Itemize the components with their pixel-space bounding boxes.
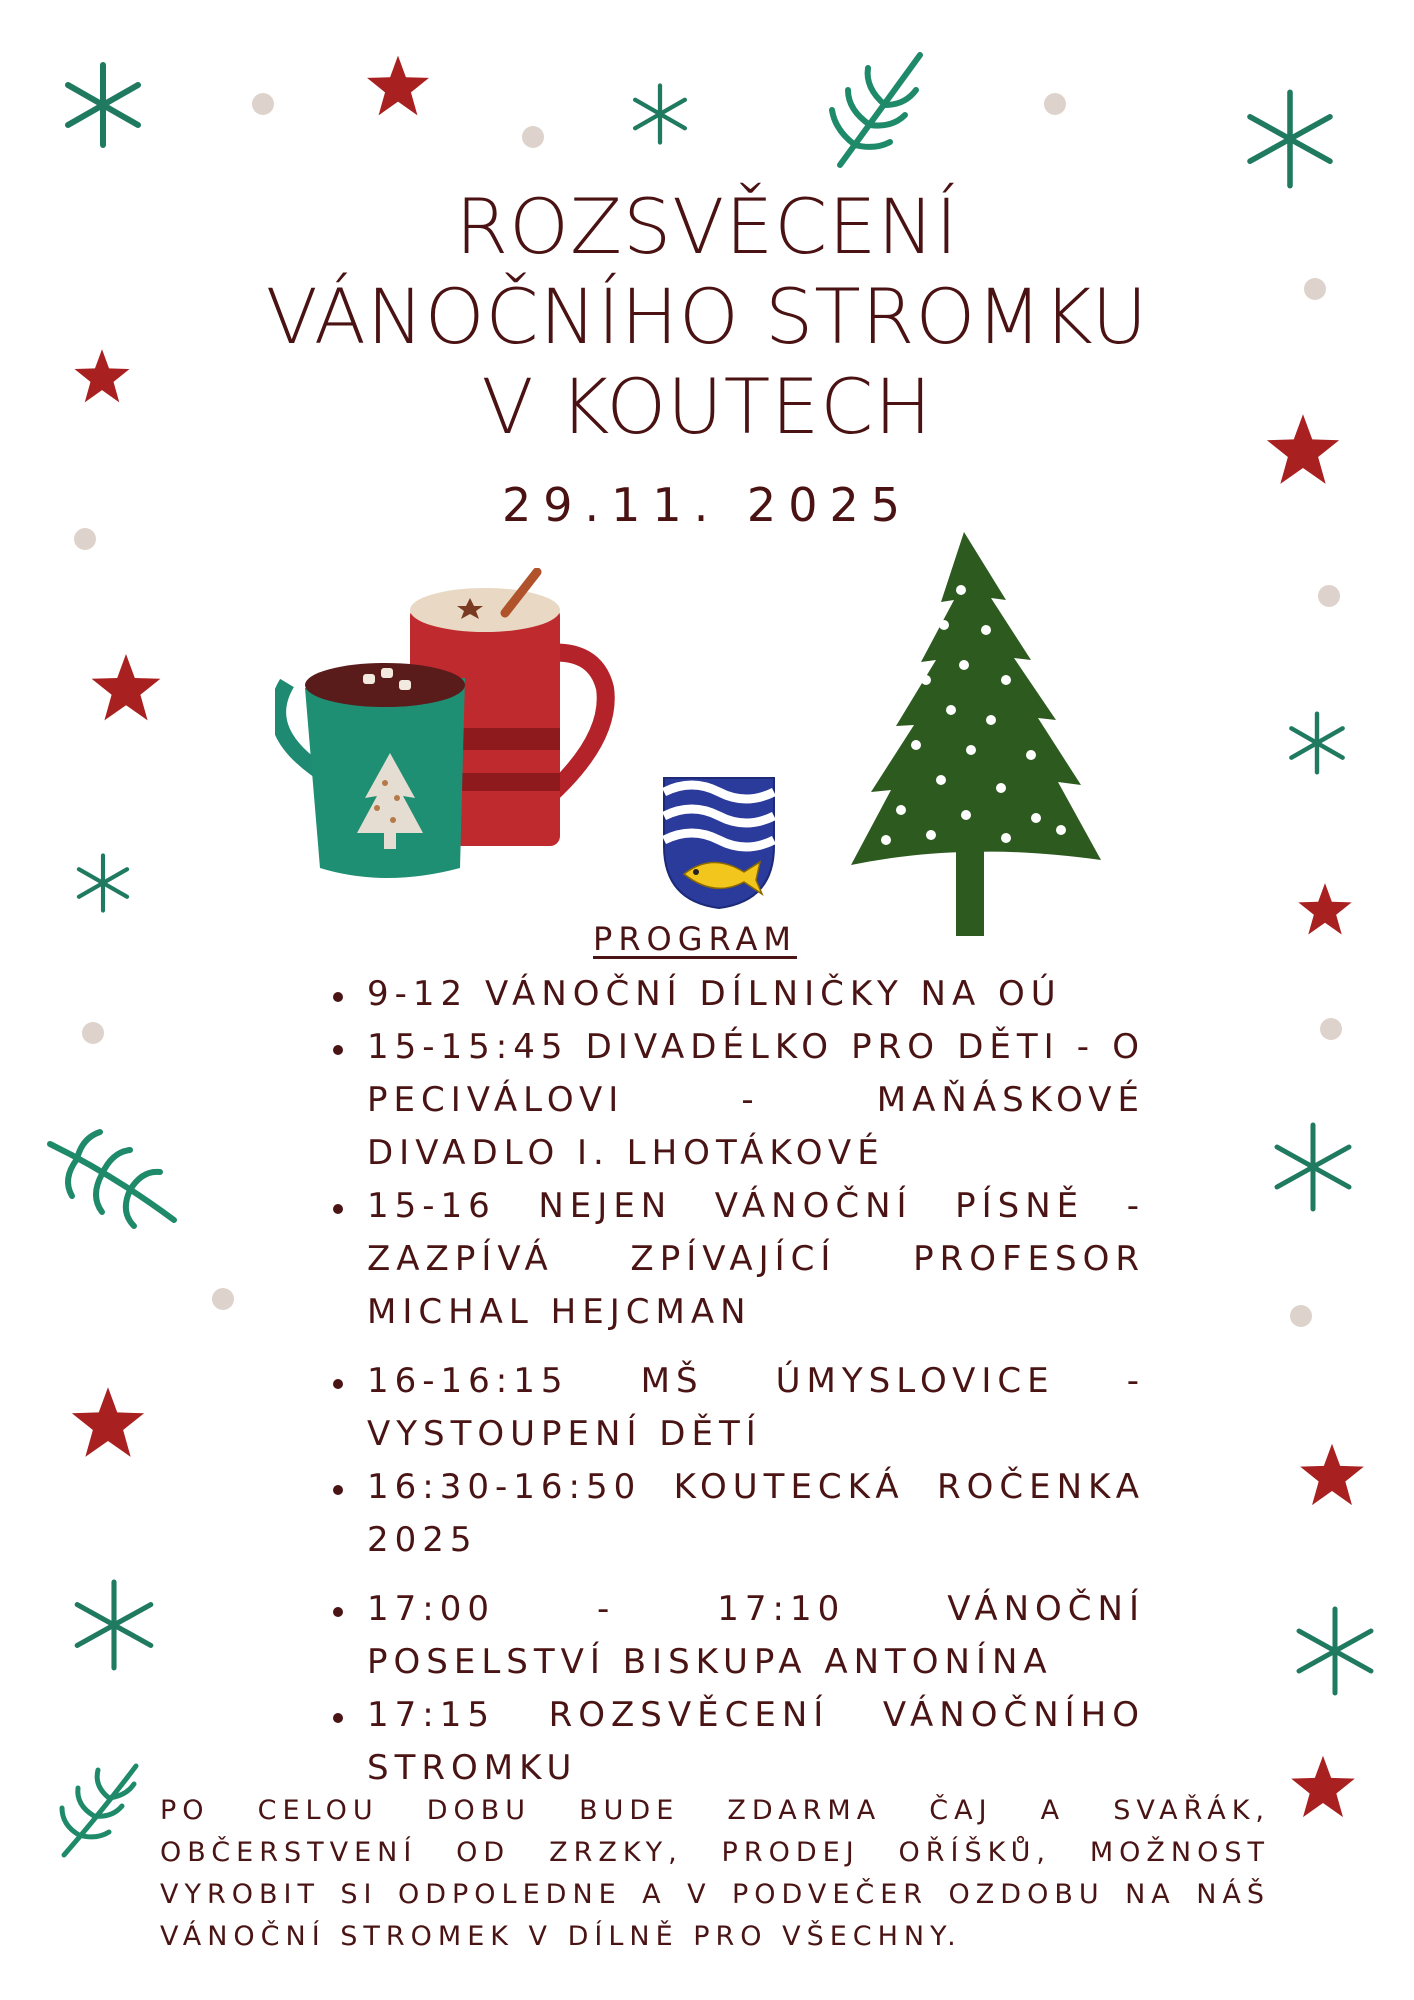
snowflake-icon [58,60,148,150]
snowflake-icon [1240,84,1340,194]
event-date: 29.11. 2025 [502,478,912,532]
dot-decoration [82,1022,104,1044]
snowflake-icon [1268,1112,1358,1222]
dot-decoration [1320,1018,1342,1040]
program-item: 9-12 VÁNOČNÍ DÍLNIČKY NA OÚ [325,968,1145,1021]
dot-decoration [522,126,544,148]
star-icon [84,650,168,730]
snowflake-icon [628,82,692,146]
program-item: 15-16 NEJEN VÁNOČNÍ PÍSNĚ - ZAZPÍVÁ ZPÍVAJÍCÍ PROFESOR MICHAL HEJCMAN [325,1180,1145,1339]
footer-note: PO CELOU DOBU BUDE ZDARMA ČAJ A SVAŘÁK, OBČERSTVENÍ OD ZRZKY, PRODEJ OŘÍŠKŮ, MOŽNOST VYROBIT SI ODPOLEDNE A V PODVEČER OZDOBU NA NÁŠ VÁNOČNÍ STROMEK V DÍLNĚ PRO VŠECHNY. [160,1795,1270,1952]
christmas-tree-icon [846,530,1106,940]
star-icon [1294,880,1356,942]
dot-decoration [1044,93,1066,115]
program-item: 15-15:45 DIVADÉLKO PRO DĚTI - O PECIVÁLOVI - MAŇÁSKOVÉ DIVADLO I. LHOTÁKOVÉ [325,1021,1145,1180]
snowflake-icon [68,1570,160,1680]
branch-icon [42,1124,182,1234]
mug-icon [275,568,620,898]
program-item: 17:00 - 17:10 VÁNOČNÍ POSELSTVÍ BISKUPA ANTONÍNA [325,1583,1145,1689]
dot-decoration [1290,1305,1312,1327]
star-icon [1286,1752,1360,1826]
star-icon [1294,1440,1370,1514]
title-line: ROZSVĚCENÍ [455,182,959,271]
coat-of-arms-icon [662,776,776,910]
dot-decoration [252,93,274,115]
snowflake-icon [72,852,134,914]
star-icon [66,1380,150,1470]
program-item: 17:15 ROZSVĚCENÍ VÁNOČNÍHO STROMKU [325,1689,1145,1795]
title-line: V KOUTECH [481,362,933,451]
dot-decoration [1318,585,1340,607]
program-item: 16-16:15 MŠ ÚMYSLOVICE - VYSTOUPENÍ DĚTÍ [325,1355,1145,1461]
snowflake-icon [1284,710,1350,776]
title-line: VÁNOČNÍHO STROMKU [265,272,1149,361]
program-list [325,968,1145,1795]
dot-decoration [212,1288,234,1310]
branch-icon [820,50,930,172]
star-icon [358,52,438,124]
branch-icon [54,1760,144,1860]
event-title [0,182,1414,452]
program-heading: PROGRAM [593,920,797,958]
program-item: 16:30-16:50 KOUTECKÁ ROČENKA 2025 [325,1461,1145,1567]
snowflake-icon [1290,1596,1380,1706]
